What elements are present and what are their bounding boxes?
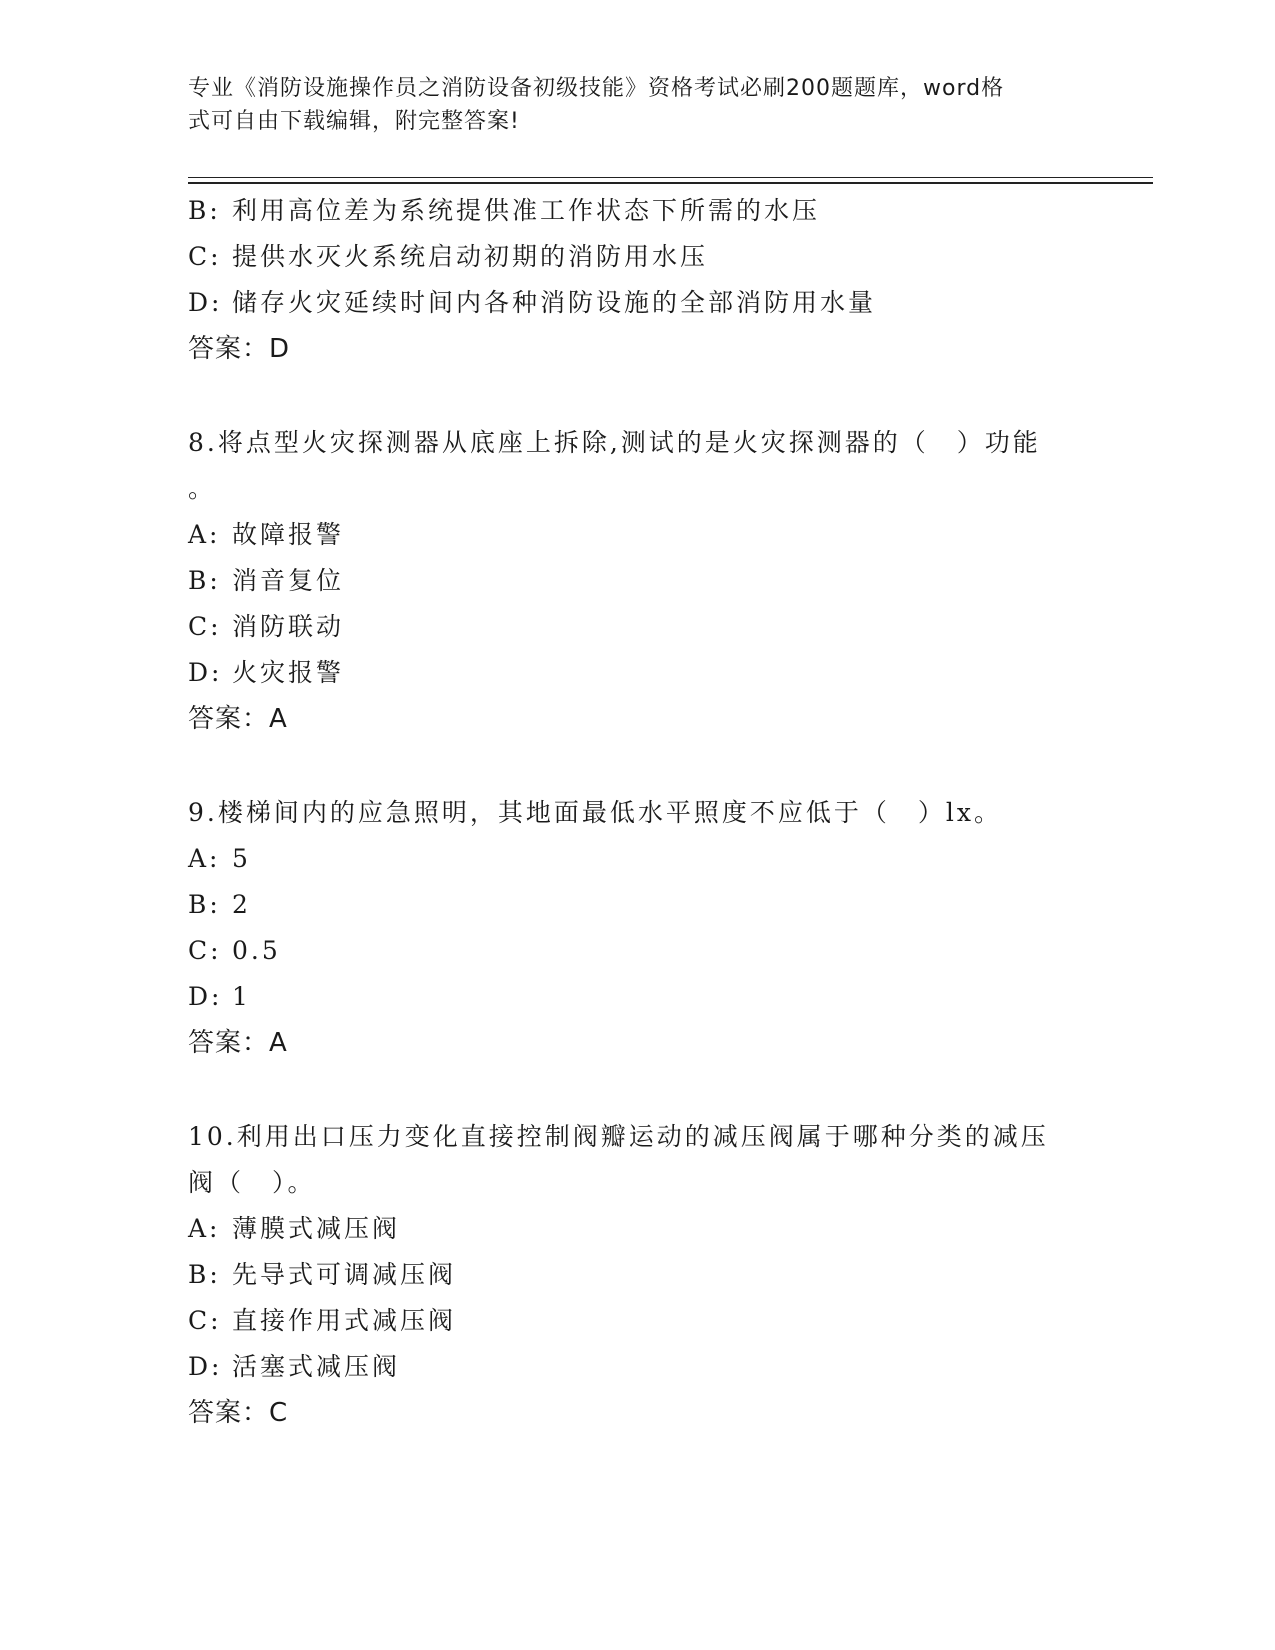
- option-d: D: 1: [188, 982, 251, 1011]
- continued-question: [188, 188, 1088, 372]
- answer: 答案：A: [188, 704, 288, 734]
- option-d: D: 储存火灾延续时间内各种消防设施的全部消防用水量: [188, 288, 877, 317]
- question-text-continued: 阀（ ）。: [188, 1168, 316, 1197]
- answer: 答案：C: [188, 1398, 289, 1428]
- option-d: D: 火灾报警: [188, 658, 345, 687]
- option-c: C: 消防联动: [188, 612, 345, 641]
- question-10: [188, 1114, 1088, 1436]
- header-line-1: 专业《消防设施操作员之消防设备初级技能》资格考试必刷200题题库，word格: [188, 76, 1005, 101]
- question-text: 10.利用出口压力变化直接控制阀瓣运动的减压阀属于哪种分类的减压: [188, 1122, 1049, 1151]
- header-line-2: 式可自由下载编辑，附完整答案!: [188, 109, 520, 134]
- header-rule-thin: [188, 177, 1153, 178]
- header-rule-thick: [188, 182, 1153, 184]
- question-text: 8.将点型火灾探测器从底座上拆除,测试的是火灾探测器的（ ）功能: [188, 428, 1041, 457]
- document-header: [188, 72, 1068, 138]
- option-c: C: 提供水灭火系统启动初期的消防用水压: [188, 242, 709, 271]
- option-d: D: 活塞式减压阀: [188, 1352, 401, 1381]
- question-content: [188, 188, 1088, 1436]
- answer: 答案：D: [188, 334, 291, 364]
- option-b: B: 先导式可调减压阀: [188, 1260, 457, 1289]
- option-b: B: 2: [188, 890, 251, 919]
- option-c: C: 直接作用式减压阀: [188, 1306, 457, 1335]
- answer: 答案：A: [188, 1028, 288, 1058]
- option-c: C: 0.5: [188, 936, 281, 965]
- option-b: B: 利用高位差为系统提供准工作状态下所需的水压: [188, 196, 821, 225]
- question-8: [188, 420, 1088, 742]
- option-a: A: 故障报警: [188, 520, 345, 549]
- option-b: B: 消音复位: [188, 566, 345, 595]
- question-text: 9.楼梯间内的应急照明，其地面最低水平照度不应低于（ ）lx。: [188, 798, 1002, 827]
- option-a: A: 薄膜式减压阀: [188, 1214, 401, 1243]
- question-9: [188, 790, 1088, 1066]
- option-a: A: 5: [188, 844, 251, 873]
- question-text-continued: 。: [188, 474, 217, 503]
